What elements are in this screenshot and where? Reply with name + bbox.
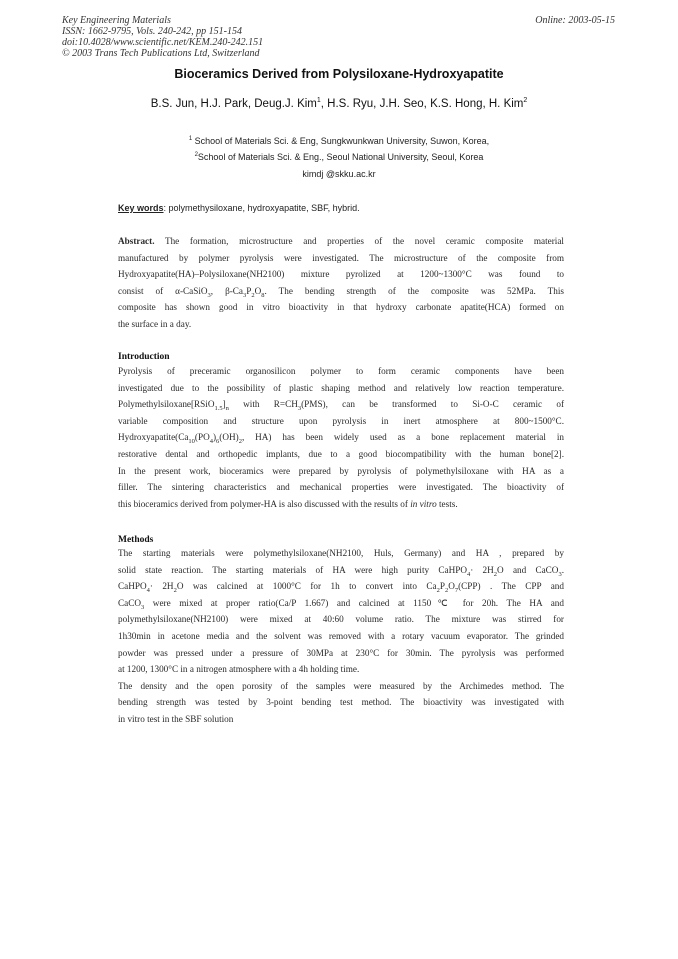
contact-email: kimdj @skku.ac.kr: [302, 169, 376, 179]
abstract-line: composite has shown good in vitro bioactivity in that hydroxy carbonate apatite(HCA) formed on: [118, 302, 564, 313]
abstract-line: manufactured by polymer pyrolysis were investigated. The microstructure of the composite from: [118, 252, 564, 263]
methods-line: solid state reaction. The starting materials of HA were high purity CaHPO$_4$· $2H_2O$ and CaCO$_3$.: [118, 564, 564, 578]
intro-line: investigated due to the possibility of plastic shaping method and relatively low reaction temperature.: [118, 382, 564, 393]
methods-heading: Methods: [118, 535, 154, 545]
methods-line: The starting materials were polymethylsiloxane(NH2100, Huls, Germany) and HA , prepared by: [118, 548, 564, 558]
methods-line: at 1200, 1300°C in a nitrogen atmosphere with a 4h holding time.: [118, 664, 360, 675]
methods-line: powder was pressed under a pressure of 30MPa at 230°C for 30min. The pyrolysis was performed: [118, 647, 564, 658]
methods-line: CaCO$_3$ were mixed at proper ratio(Ca/P 1.667) and calcined at 1150℃ for 20h. The HA and: [118, 597, 564, 611]
intro-line: filler. The sintering characteristics and mechanical properties were investigated. The bioactivity of: [118, 482, 564, 493]
abstract-label: Abstract.: [118, 236, 155, 246]
abstract-line: Hydroxyapatite(HA)–Polysiloxane(NH2100) mixture pyrolized at 1200~1300°C was found to: [118, 269, 564, 280]
methods-line: The density and the open porosity of the samples were measured by the Archimedes method. The: [118, 680, 564, 691]
methods-line: bending strength was tested by 3-point bending test method. The bioactivity was investigated with: [118, 697, 564, 708]
intro-line: $Polymethylsiloxane[RSiO_{1.5}]_n$ with $R=CH_3(PMS)$, can be transformed to Si-O-C ceramic of: [118, 399, 565, 413]
intro-line: this bioceramics derived from polymer-HA is also discussed with the results of in vitro tests.: [118, 498, 458, 509]
author-sup-2: 2: [523, 97, 528, 104]
doi-line: doi:10.4028/www.scientific.net/KEM.240-242.151: [62, 37, 264, 48]
intro-line: Pyrolysis of preceramic organosilicon polymer to form ceramic components have been: [118, 366, 564, 376]
abstract-line: Abstract. The formation, microstructure and properties of the novel ceramic composite material: [118, 236, 564, 246]
methods-line: in vitro test in the SBF solution: [118, 713, 234, 724]
abstract-paragraph: [118, 233, 564, 333]
aff-2-text: School of Materials Sci. & Eng., Seoul National University, Seoul, Korea: [197, 152, 484, 162]
intro-line: restorative dental and orthopedic implants, due to a good biocompatibility with the human bone[2].: [118, 448, 564, 459]
intro-line: In the present work, bioceramics were prepared by pyrolysis of polymethylsiloxane with HA as a: [118, 465, 564, 476]
issn-line: ISSN: 1662-9795, Vols. 240-242, pp 151-154: [62, 26, 242, 37]
copyright-line: © 2003 Trans Tech Publications Ltd, Switzerland: [62, 48, 260, 59]
authors-part-1: B.S. Jun, H.J. Park, Deug.J. Kim: [150, 97, 317, 110]
introduction-heading: Introduction: [118, 352, 170, 362]
methods-paragraph: [118, 545, 564, 728]
paper-title: Bioceramics Derived from Polysiloxane-Hydroxyapatite: [174, 67, 504, 81]
journal-header: [62, 15, 263, 59]
intro-line: variable composition and structure upon pyrolysis in inert atmosphere at 800~1500°C.: [118, 415, 564, 426]
aff-sup-1: 1: [188, 136, 193, 142]
author-list: [0, 97, 678, 110]
keywords-line: [118, 203, 360, 213]
online-date: Online: 2003-05-15: [535, 15, 615, 26]
methods-line: CaHPO$_4$· $2H_2O$ was calcined at 1000°C for 1h to convert into $Ca_2P_2O_7(CPP)$ . The CPP and: [118, 581, 564, 595]
abstract-line: the surface in a day.: [118, 318, 192, 329]
keywords-label: Key words: [118, 203, 164, 213]
methods-line: 1h30min in acetone media and the solvent was removed with a rotary vacuum evaporator. The grinded: [118, 630, 564, 641]
journal-name: Key Engineering Materials: [62, 15, 171, 26]
aff-1-text: School of Materials Sci. & Eng, Sungkwunkwan University, Suwon, Korea,: [192, 136, 490, 146]
author-sup-1: 1: [316, 97, 321, 104]
affiliation-2: [0, 152, 678, 162]
keywords-text: : polymethysiloxane, hydroxyapatite, SBF, hybrid.: [163, 203, 360, 213]
methods-line: polymethylsiloxane(NH2100) were mixed at 40:60 volume ratio. The mixture was stirred for: [118, 614, 564, 625]
intro-line: $Hydroxyapatite(Ca_{10}(PO_4)_6(OH)_2$, HA) has been widely used as a bone replacement material in: [118, 432, 564, 446]
authors-part-2: , H.S. Ryu, J.H. Seo, K.S. Hong, H. Kim: [320, 97, 524, 110]
abstract-line: consist of α-CaSiO$_3$, $\beta-Ca_3P_2O_8$. The bending strength of the composite was 52MPa. This: [118, 285, 564, 299]
aff-sup-2: 2: [194, 152, 198, 158]
affiliation-1: [0, 136, 678, 146]
introduction-paragraph: [118, 363, 564, 512]
